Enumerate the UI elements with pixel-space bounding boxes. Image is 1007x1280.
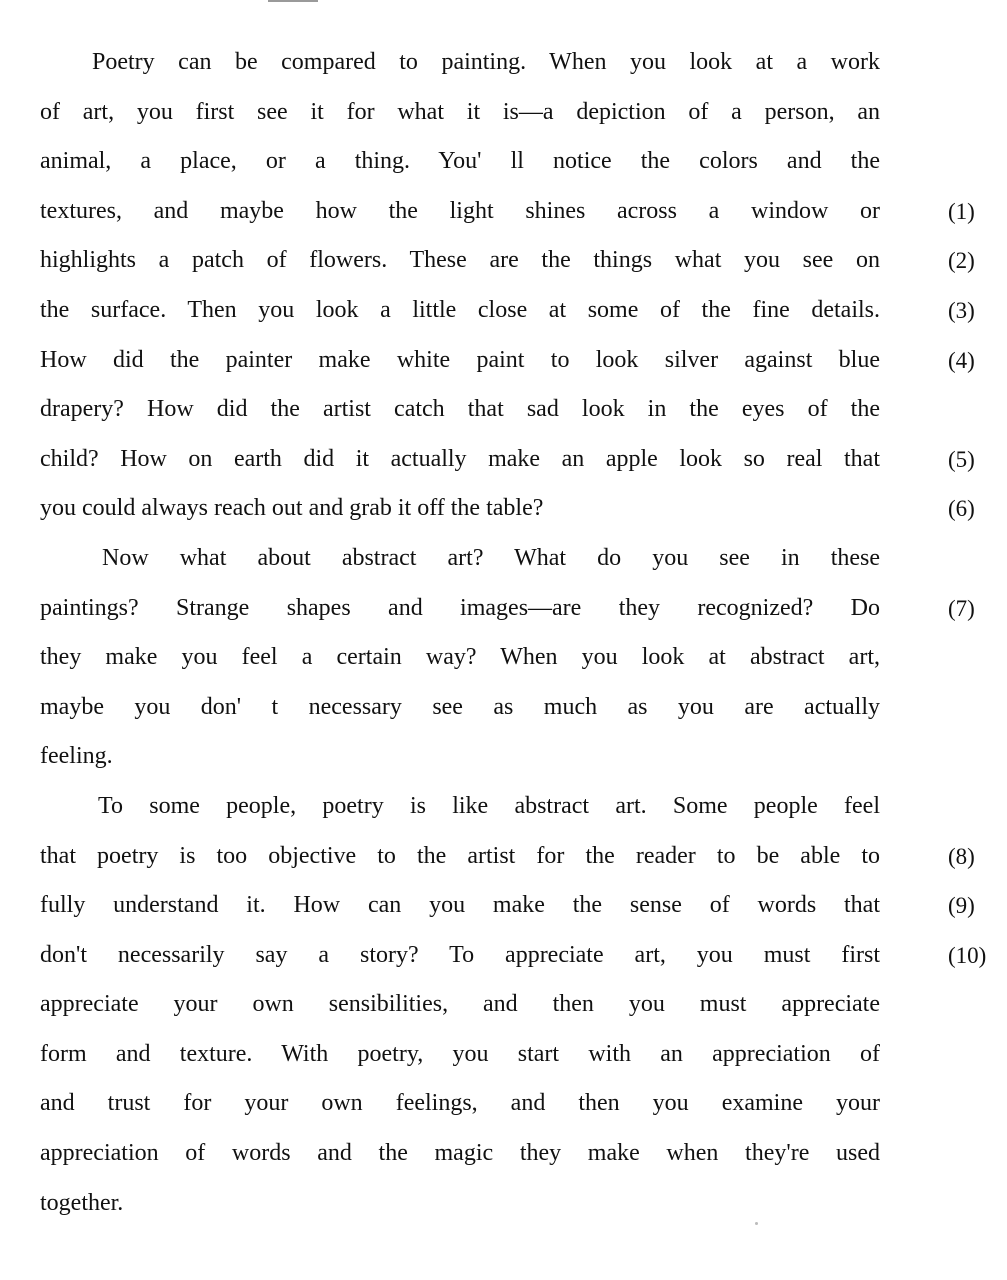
line-marker: (4) [948,347,975,373]
line-text: the surface. Then you look a little close at some of the fine details. [40,296,880,323]
line-p2-4 [0,683,1007,733]
line-text: drapery? How did the artist catch that sad look in the eyes of the [40,396,880,423]
line-text: Now what about abstract art? What do you see in these [102,544,880,571]
line-p3-8 [0,1129,1007,1179]
line-text: Poetry can be compared to painting. When you look at a work [92,49,880,75]
line-p1-10 [0,484,1007,534]
line-text: paintings? Strange shapes and images—are they recognized? Do [40,594,880,621]
line-p3-3 [0,881,1007,931]
line-marker: (10) [948,942,987,968]
line-p2-3 [0,633,1007,683]
line-marker: (9) [948,893,975,919]
line-marker: (5) [948,446,975,472]
line-text: maybe you don' t necessary see as much as you are actually [40,693,880,720]
line-text: you could always reach out and grab it off the table? [40,495,544,522]
line-text: child? How on earth did it actually make an apple look so real that [40,445,880,472]
line-p1-2 [0,88,1007,138]
passage [0,38,1007,1228]
line-p3-6 [0,1030,1007,1080]
line-p2-1 [0,534,1007,584]
line-marker: (2) [948,248,975,274]
line-p1-6 [0,286,1007,336]
line-p1-5 [0,236,1007,286]
line-p1-4 [0,187,1007,237]
line-text: and trust for your own feelings, and then you examine your [40,1090,880,1117]
line-text: How did the painter make white paint to look silver against blue [40,346,880,373]
line-p3-4 [0,931,1007,981]
line-text: of art, you first see it for what it is—a depiction of a person, an [40,98,880,125]
line-marker: (8) [948,843,975,869]
line-p3-2 [0,832,1007,882]
line-text: To some people, poetry is like abstract art. Some people feel [98,792,880,819]
line-text: form and texture. With poetry, you start with an appreciation of [40,1040,880,1067]
line-text: don't necessarily say a story? To appreciate art, you must first [40,941,880,968]
line-p1-8 [0,385,1007,435]
line-p1-7 [0,336,1007,386]
line-text: appreciate your own sensibilities, and then you must appreciate [40,991,880,1018]
line-p3-7 [0,1079,1007,1129]
line-marker: (6) [948,496,975,522]
line-text: feeling. [40,743,113,770]
line-text: textures, and maybe how the light shines across a window or [40,197,880,224]
line-p1-1 [0,38,1007,88]
top-rule-mark [268,0,318,2]
scan-speck [755,1222,758,1225]
line-marker: (1) [948,198,975,224]
line-text: together. [40,1189,124,1216]
line-p3-1 [0,782,1007,832]
line-p2-2 [0,584,1007,634]
line-p1-9 [0,435,1007,485]
line-text: fully understand it. How can you make the sense of words that [40,892,880,919]
line-p3-9 [0,1179,1007,1229]
line-text: appreciation of words and the magic they make when they're used [40,1140,880,1167]
line-text: highlights a patch of flowers. These are the things what you see on [40,247,880,274]
line-text: animal, a place, or a thing. You' ll notice the colors and the [40,148,880,175]
line-text: they make you feel a certain way? When you look at abstract art, [40,644,880,671]
line-p1-3 [0,137,1007,187]
line-marker: (3) [948,297,975,323]
line-p3-5 [0,980,1007,1030]
line-marker: (7) [948,595,975,621]
line-p2-5 [0,732,1007,782]
line-text: that poetry is too objective to the artist for the reader to be able to [40,842,880,869]
